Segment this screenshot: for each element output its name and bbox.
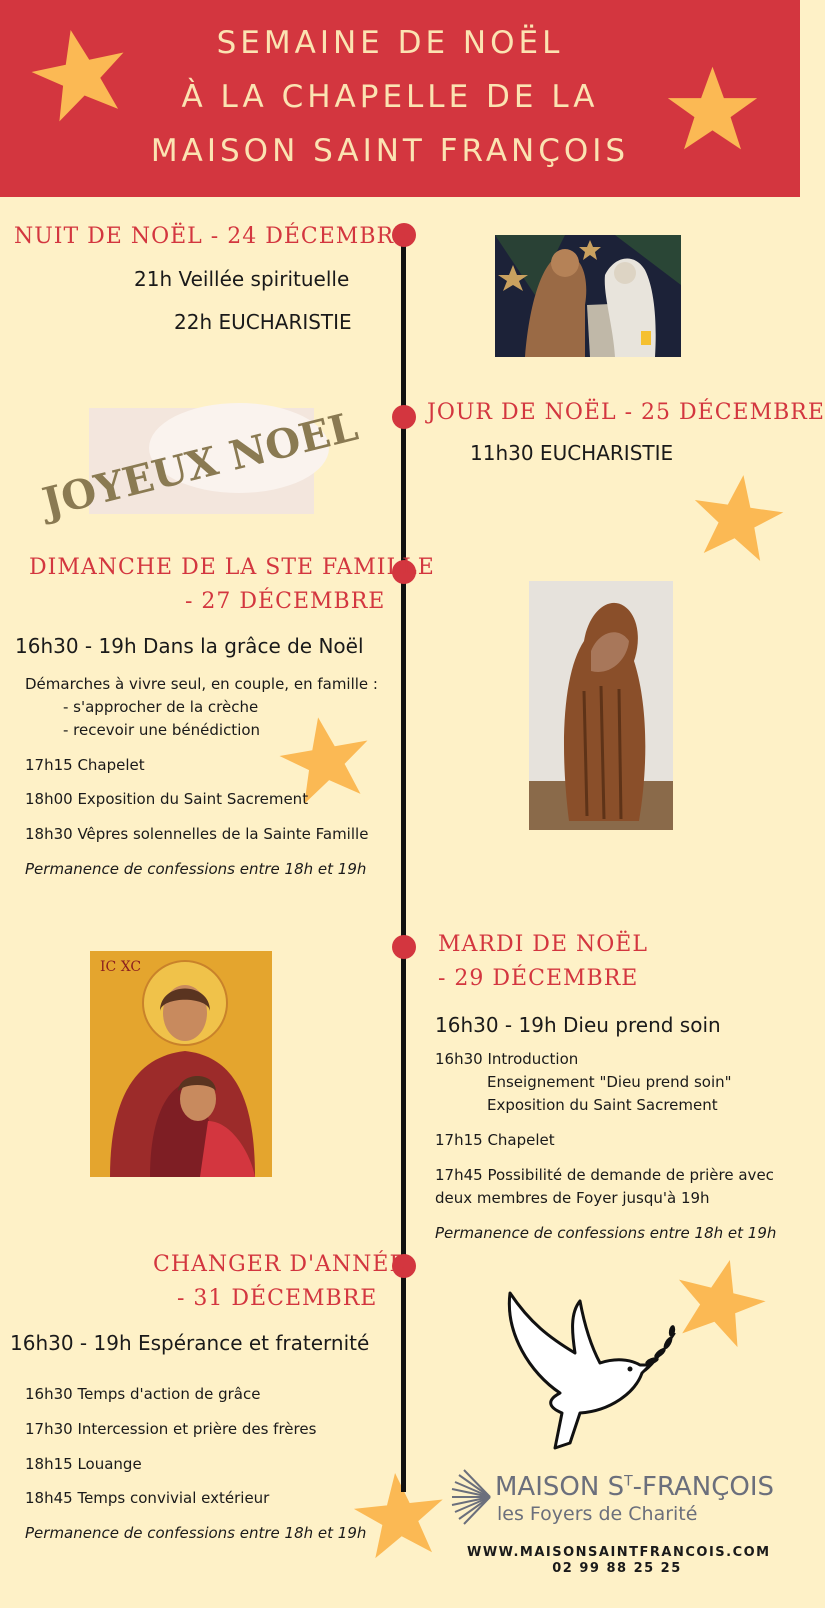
event-title: 16h30 - 19h Espérance et fraternité [10,1331,370,1355]
event-note: Permanence de confessions entre 18h et 19h [435,1224,777,1242]
event-title: 16h30 - 19h Dans la grâce de Noël [15,634,364,658]
star-icon [352,1468,447,1563]
brand-tagline: les Foyers de Charité [497,1503,698,1525]
event-line: 17h45 Possibilité de demande de prière avec [435,1166,774,1184]
icon-letters: IC XC [100,959,142,975]
star-icon [672,1254,767,1349]
event-line: 18h45 Temps convivial extérieur [25,1489,270,1507]
event-line: 21h Veillée spirituelle [134,267,350,291]
event-line: 11h30 EUCHARISTIE [470,441,674,465]
brand-name: MAISON $S^T$-FRANÇOIS [495,1472,775,1502]
event-line: 17h15 Chapelet [25,756,145,774]
event-heading: CHANGER D'ANNÉE [153,1252,407,1277]
event-line: 22h EUCHARISTIE [174,310,352,334]
event-heading: MARDI DE NOËL [438,932,648,957]
event-title: 16h30 - 19h Dieu prend soin [435,1013,721,1037]
event-line: 16h30 Temps d'action de grâce [25,1385,261,1403]
event-note: Permanence de confessions entre 18h et 19h [25,1524,367,1542]
statue-photo [529,581,673,830]
event-heading: NUIT DE NOËL - 24 DÉCEMBRE [14,224,412,249]
title-line-2: À LA CHAPELLE DE LA [181,79,599,115]
event-heading-date: - 31 DÉCEMBRE [177,1286,378,1311]
event-sub: Enseignement "Dieu prend soin" [487,1073,732,1091]
sunburst-logo-icon [450,1467,492,1531]
event-heading: DIMANCHE DE LA STE FAMILLE [29,555,435,580]
event-line: 18h00 Exposition du Saint Sacrement [25,790,309,808]
event-sub: - recevoir une bénédiction [63,721,261,739]
event-sub: Exposition du Saint Sacrement [487,1096,718,1114]
star-icon [30,24,130,124]
timeline-dot [392,405,416,429]
event-heading: JOUR DE NOËL - 25 DÉCEMBRE [427,400,825,425]
website-link[interactable]: WWW.MAISONSAINTFRANCOIS.COM [467,1545,771,1560]
event-line: 18h30 Vêpres solennelles de la Sainte Famille [25,825,369,843]
christ-icon-image [90,951,272,1177]
joyeux-noel-photo [37,402,363,527]
title-line-3: MAISON SAINT FRANÇOIS [150,133,630,169]
event-line: 17h15 Chapelet [435,1131,555,1149]
joyeux-noel-text: JOYEUX NOEL [37,402,363,527]
event-heading-date: - 27 DÉCEMBRE [185,589,386,614]
event-sub: - s'approcher de la crèche [63,698,259,716]
event-heading-date: - 29 DÉCEMBRE [438,966,639,991]
event-line: 17h30 Intercession et prière des frères [25,1420,317,1438]
title-line-1: SEMAINE DE NOËL [216,25,564,61]
star-icon [665,62,760,157]
event-note: Permanence de confessions entre 18h et 19h [25,860,367,878]
event-intro: 16h30 Introduction [435,1050,579,1068]
event-intro: Démarches à vivre seul, en couple, en famille : [25,675,378,693]
nativity-photo [495,235,681,357]
star-icon [690,470,785,565]
dove-icon [500,1293,680,1455]
timeline-dot [392,935,416,959]
phone-number: 02 99 88 25 25 [552,1561,682,1576]
event-line: deux membres de Foyer jusqu'à 19h [435,1189,710,1207]
event-line: 18h15 Louange [25,1455,142,1473]
